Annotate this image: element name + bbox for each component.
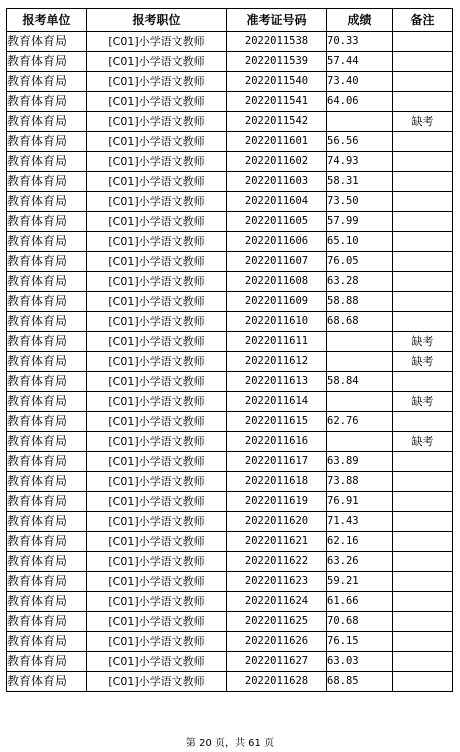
- table-row: [7, 612, 453, 632]
- table-row: [7, 492, 453, 512]
- cell-score: [327, 352, 393, 372]
- cell-unit: 教育体育局: [7, 192, 87, 212]
- table-row: [7, 112, 453, 132]
- cell-exam-id: 2022011627: [227, 652, 327, 672]
- cell-note: [393, 472, 453, 492]
- cell-position: [C01]小学语文教师: [87, 432, 227, 452]
- cell-exam-id: 2022011622: [227, 552, 327, 572]
- cell-note: [393, 632, 453, 652]
- cell-note: [393, 312, 453, 332]
- cell-position: [C01]小学语文教师: [87, 252, 227, 272]
- cell-position: [C01]小学语文教师: [87, 72, 227, 92]
- table-row: [7, 412, 453, 432]
- cell-note: [393, 292, 453, 312]
- cell-exam-id: 2022011616: [227, 432, 327, 452]
- cell-score: 58.84: [327, 372, 393, 392]
- cell-position: [C01]小学语文教师: [87, 512, 227, 532]
- table-row: [7, 452, 453, 472]
- table-row: [7, 132, 453, 152]
- cell-note: 缺考: [393, 352, 453, 372]
- cell-score: 68.85: [327, 672, 393, 692]
- cell-position: [C01]小学语文教师: [87, 292, 227, 312]
- table-row: [7, 32, 453, 52]
- cell-unit: 教育体育局: [7, 512, 87, 532]
- cell-position: [C01]小学语文教师: [87, 532, 227, 552]
- cell-score: 59.21: [327, 572, 393, 592]
- cell-unit: 教育体育局: [7, 392, 87, 412]
- cell-position: [C01]小学语文教师: [87, 612, 227, 632]
- cell-unit: 教育体育局: [7, 32, 87, 52]
- cell-position: [C01]小学语文教师: [87, 112, 227, 132]
- cell-score: [327, 392, 393, 412]
- cell-score: 56.56: [327, 132, 393, 152]
- cell-position: [C01]小学语文教师: [87, 572, 227, 592]
- table-row: [7, 672, 453, 692]
- cell-position: [C01]小学语文教师: [87, 172, 227, 192]
- table-row: [7, 232, 453, 252]
- table-body: [7, 32, 453, 692]
- cell-exam-id: 2022011607: [227, 252, 327, 272]
- cell-unit: 教育体育局: [7, 112, 87, 132]
- cell-exam-id: 2022011618: [227, 472, 327, 492]
- table-row: [7, 512, 453, 532]
- table-row: [7, 152, 453, 172]
- cell-score: 57.99: [327, 212, 393, 232]
- table-row: [7, 392, 453, 412]
- cell-note: [393, 592, 453, 612]
- cell-exam-id: 2022011612: [227, 352, 327, 372]
- cell-score: 76.05: [327, 252, 393, 272]
- cell-note: [393, 172, 453, 192]
- cell-score: 68.68: [327, 312, 393, 332]
- cell-position: [C01]小学语文教师: [87, 312, 227, 332]
- cell-note: [393, 412, 453, 432]
- cell-unit: 教育体育局: [7, 572, 87, 592]
- cell-position: [C01]小学语文教师: [87, 192, 227, 212]
- score-table: [6, 8, 453, 692]
- cell-position: [C01]小学语文教师: [87, 492, 227, 512]
- table-row: [7, 572, 453, 592]
- cell-score: 73.50: [327, 192, 393, 212]
- cell-score: 73.88: [327, 472, 393, 492]
- cell-exam-id: 2022011621: [227, 532, 327, 552]
- cell-exam-id: 2022011605: [227, 212, 327, 232]
- page-footer: 第 20 页，共 61 页: [185, 738, 275, 749]
- cell-score: 64.06: [327, 92, 393, 112]
- table-row: [7, 212, 453, 232]
- cell-exam-id: 2022011619: [227, 492, 327, 512]
- cell-exam-id: 2022011539: [227, 52, 327, 72]
- cell-score: 76.91: [327, 492, 393, 512]
- table-row: [7, 352, 453, 372]
- cell-note: 缺考: [393, 332, 453, 352]
- table-row: [7, 532, 453, 552]
- table-row: [7, 252, 453, 272]
- cell-position: [C01]小学语文教师: [87, 552, 227, 572]
- cell-exam-id: 2022011608: [227, 272, 327, 292]
- cell-unit: 教育体育局: [7, 452, 87, 472]
- cell-position: [C01]小学语文教师: [87, 152, 227, 172]
- cell-score: 70.33: [327, 32, 393, 52]
- cell-exam-id: 2022011603: [227, 172, 327, 192]
- cell-note: [393, 232, 453, 252]
- table-row: [7, 292, 453, 312]
- cell-note: [393, 652, 453, 672]
- cell-unit: 教育体育局: [7, 92, 87, 112]
- cell-exam-id: 2022011623: [227, 572, 327, 592]
- cell-note: [393, 272, 453, 292]
- cell-score: 70.68: [327, 612, 393, 632]
- table-row: [7, 552, 453, 572]
- table-row: [7, 92, 453, 112]
- cell-exam-id: 2022011624: [227, 592, 327, 612]
- cell-unit: 教育体育局: [7, 292, 87, 312]
- cell-note: [393, 672, 453, 692]
- header-unit: 报考单位: [7, 9, 87, 32]
- cell-exam-id: 2022011617: [227, 452, 327, 472]
- cell-position: [C01]小学语文教师: [87, 272, 227, 292]
- cell-note: 缺考: [393, 432, 453, 452]
- cell-exam-id: 2022011610: [227, 312, 327, 332]
- cell-unit: 教育体育局: [7, 212, 87, 232]
- cell-unit: 教育体育局: [7, 672, 87, 692]
- cell-unit: 教育体育局: [7, 412, 87, 432]
- table-row: [7, 632, 453, 652]
- header-score: 成绩: [327, 9, 393, 32]
- cell-unit: 教育体育局: [7, 272, 87, 292]
- cell-exam-id: 2022011613: [227, 372, 327, 392]
- cell-score: 74.93: [327, 152, 393, 172]
- cell-exam-id: 2022011611: [227, 332, 327, 352]
- cell-score: 62.76: [327, 412, 393, 432]
- cell-exam-id: 2022011615: [227, 412, 327, 432]
- cell-note: [393, 212, 453, 232]
- table-row: [7, 592, 453, 612]
- cell-unit: 教育体育局: [7, 352, 87, 372]
- cell-unit: 教育体育局: [7, 532, 87, 552]
- cell-exam-id: 2022011625: [227, 612, 327, 632]
- cell-unit: 教育体育局: [7, 332, 87, 352]
- cell-exam-id: 2022011626: [227, 632, 327, 652]
- cell-note: [393, 252, 453, 272]
- cell-unit: 教育体育局: [7, 652, 87, 672]
- cell-note: [393, 452, 453, 472]
- cell-note: [393, 132, 453, 152]
- cell-unit: 教育体育局: [7, 52, 87, 72]
- cell-position: [C01]小学语文教师: [87, 212, 227, 232]
- table-row: [7, 432, 453, 452]
- cell-position: [C01]小学语文教师: [87, 672, 227, 692]
- cell-unit: 教育体育局: [7, 472, 87, 492]
- cell-score: 58.31: [327, 172, 393, 192]
- cell-unit: 教育体育局: [7, 152, 87, 172]
- cell-score: 73.40: [327, 72, 393, 92]
- cell-score: [327, 332, 393, 352]
- cell-unit: 教育体育局: [7, 372, 87, 392]
- cell-unit: 教育体育局: [7, 252, 87, 272]
- cell-position: [C01]小学语文教师: [87, 472, 227, 492]
- cell-unit: 教育体育局: [7, 72, 87, 92]
- cell-position: [C01]小学语文教师: [87, 592, 227, 612]
- cell-note: [393, 512, 453, 532]
- cell-unit: 教育体育局: [7, 132, 87, 152]
- cell-note: [393, 372, 453, 392]
- table-row: [7, 52, 453, 72]
- cell-position: [C01]小学语文教师: [87, 652, 227, 672]
- cell-score: 63.03: [327, 652, 393, 672]
- cell-position: [C01]小学语文教师: [87, 332, 227, 352]
- cell-note: [393, 572, 453, 592]
- table-row: [7, 312, 453, 332]
- cell-score: 61.66: [327, 592, 393, 612]
- cell-note: 缺考: [393, 112, 453, 132]
- cell-position: [C01]小学语文教师: [87, 372, 227, 392]
- cell-unit: 教育体育局: [7, 232, 87, 252]
- cell-score: [327, 112, 393, 132]
- cell-exam-id: 2022011604: [227, 192, 327, 212]
- cell-note: [393, 32, 453, 52]
- cell-exam-id: 2022011606: [227, 232, 327, 252]
- cell-position: [C01]小学语文教师: [87, 412, 227, 432]
- cell-unit: 教育体育局: [7, 612, 87, 632]
- cell-score: 71.43: [327, 512, 393, 532]
- cell-score: 63.28: [327, 272, 393, 292]
- header-exam-id: 准考证号码: [227, 9, 327, 32]
- cell-unit: 教育体育局: [7, 172, 87, 192]
- cell-exam-id: 2022011620: [227, 512, 327, 532]
- cell-score: 63.89: [327, 452, 393, 472]
- table-row: [7, 472, 453, 492]
- cell-score: 63.26: [327, 552, 393, 572]
- cell-note: [393, 92, 453, 112]
- header-note: 备注: [393, 9, 453, 32]
- cell-unit: 教育体育局: [7, 632, 87, 652]
- cell-score: 76.15: [327, 632, 393, 652]
- cell-exam-id: 2022011602: [227, 152, 327, 172]
- cell-exam-id: 2022011614: [227, 392, 327, 412]
- cell-note: [393, 492, 453, 512]
- cell-exam-id: 2022011628: [227, 672, 327, 692]
- cell-exam-id: 2022011542: [227, 112, 327, 132]
- cell-note: [393, 532, 453, 552]
- cell-score: 57.44: [327, 52, 393, 72]
- cell-note: [393, 52, 453, 72]
- cell-position: [C01]小学语文教师: [87, 52, 227, 72]
- cell-score: 65.10: [327, 232, 393, 252]
- header-row: [7, 9, 453, 32]
- table-row: [7, 192, 453, 212]
- cell-exam-id: 2022011601: [227, 132, 327, 152]
- table-row: [7, 332, 453, 352]
- cell-position: [C01]小学语文教师: [87, 32, 227, 52]
- cell-exam-id: 2022011541: [227, 92, 327, 112]
- table-row: [7, 372, 453, 392]
- cell-position: [C01]小学语文教师: [87, 232, 227, 252]
- cell-note: [393, 72, 453, 92]
- cell-unit: 教育体育局: [7, 432, 87, 452]
- table-row: [7, 172, 453, 192]
- cell-position: [C01]小学语文教师: [87, 352, 227, 372]
- cell-position: [C01]小学语文教师: [87, 92, 227, 112]
- cell-exam-id: 2022011540: [227, 72, 327, 92]
- cell-position: [C01]小学语文教师: [87, 452, 227, 472]
- cell-score: [327, 432, 393, 452]
- cell-unit: 教育体育局: [7, 312, 87, 332]
- cell-note: 缺考: [393, 392, 453, 412]
- cell-note: [393, 552, 453, 572]
- cell-note: [393, 192, 453, 212]
- header-position: 报考职位: [87, 9, 227, 32]
- cell-score: 62.16: [327, 532, 393, 552]
- cell-position: [C01]小学语文教师: [87, 632, 227, 652]
- table-row: [7, 272, 453, 292]
- cell-note: [393, 612, 453, 632]
- cell-unit: 教育体育局: [7, 492, 87, 512]
- cell-unit: 教育体育局: [7, 552, 87, 572]
- table-row: [7, 72, 453, 92]
- cell-position: [C01]小学语文教师: [87, 392, 227, 412]
- cell-exam-id: 2022011538: [227, 32, 327, 52]
- cell-exam-id: 2022011609: [227, 292, 327, 312]
- cell-note: [393, 152, 453, 172]
- cell-unit: 教育体育局: [7, 592, 87, 612]
- cell-score: 58.88: [327, 292, 393, 312]
- cell-position: [C01]小学语文教师: [87, 132, 227, 152]
- table-row: [7, 652, 453, 672]
